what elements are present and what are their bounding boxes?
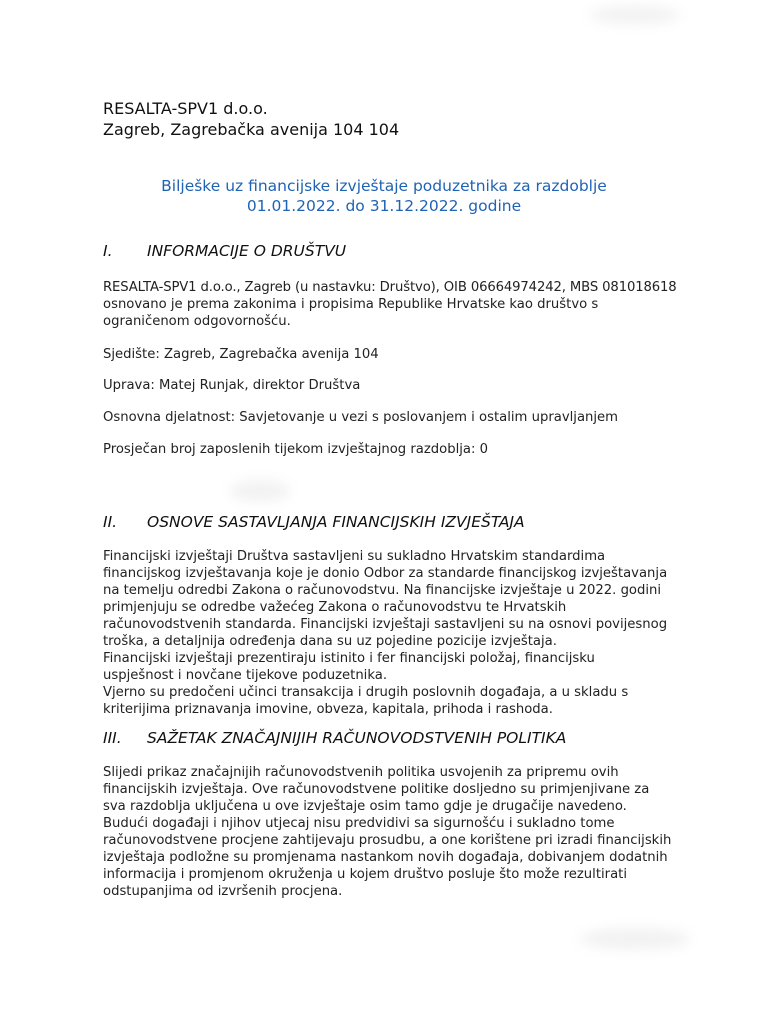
section-number: II.: [103, 513, 118, 531]
section-heading: [103, 242, 346, 260]
company-name: RESALTA-SPV1 d.o.o.: [103, 99, 268, 118]
paragraph-line: Financijski izvještaji prezentiraju istinito i fer financijski položaj, financijsku: [103, 651, 595, 666]
seat-line: Sjedište: Zagreb, Zagrebačka avenija 104: [103, 347, 379, 362]
paragraph-line: izvještaja podložne su promjenama nastankom novih događaja, dobivanjem dodatnih: [103, 850, 668, 865]
document-title-line: Bilješke uz financijske izvještaje poduzetnika za razdoblje: [161, 177, 607, 195]
paragraph-line: osnovano je prema zakonima i propisima Republike Hrvatske kao društvo s: [103, 297, 599, 312]
paragraph-line: financijskih izvještaja. Ove računovodstvene politike dosljedno su primjenjivane za: [103, 782, 650, 797]
document-title-line: 01.01.2022. do 31.12.2022. godine: [246, 197, 522, 215]
section-title: SAŽETAK ZNAČAJNIJIH RAČUNOVODSTVENIH POLITIKA: [147, 729, 567, 747]
section-title: OSNOVE SASTAVLJANJA FINANCIJSKIH IZVJEŠTAJA: [147, 513, 525, 531]
paragraph-line: na temelju odredbi Zakona o računovodstvu. Na financijske izvještaje u 2022. godini: [103, 583, 662, 598]
paragraph-line: Vjerno su predočeni učinci transakcija i drugih poslovnih događaja, a u skladu s: [103, 685, 629, 700]
paragraph-line: troška, a detaljnija određenja dana su uz pojedine pozicije izvještaja.: [103, 634, 557, 649]
employees-line: Prosječan broj zaposlenih tijekom izvještajnog razdoblja: 0: [103, 442, 489, 457]
section-number: III.: [103, 729, 122, 747]
paragraph-line: RESALTA-SPV1 d.o.o., Zagreb (u nastavku: Društvo), OIB 06664974242, MBS 081018618: [103, 280, 677, 295]
paragraph-line: kriterijima priznavanja imovine, obveza, kapitala, prihoda i rashoda.: [103, 702, 553, 717]
section-title: INFORMACIJE O DRUŠTVU: [147, 242, 347, 260]
section-heading: [103, 513, 525, 531]
company-address: Zagreb, Zagrebačka avenija 104 104: [103, 120, 400, 139]
paragraph-line: financijskog izvještavanja koje je donio Odbor za standarde financijskog izvještavanja: [103, 566, 668, 581]
paragraph-line: Slijedi prikaz značajnijih računovodstvenih politika usvojenih za pripremu ovih: [103, 765, 619, 780]
paragraph-line: primjenjuju se odredbe važećeg Zakona o računovodstvu te Hrvatskih: [103, 600, 567, 615]
scan-smudge: [580, 928, 690, 950]
scan-smudge: [230, 480, 290, 502]
paragraph-line: ograničenom odgovornošću.: [103, 314, 291, 329]
paragraph-line: odstupanjima od izvršenih procjena.: [103, 884, 343, 899]
company-info-paragraph: [103, 279, 677, 330]
basis-paragraph: [103, 548, 677, 718]
paragraph-line: uspješnost i novčane tijekove poduzetnika.: [103, 668, 388, 683]
paragraph-line: Financijski izvještaji Društva sastavljeni su sukladno Hrvatskim standardima: [103, 549, 606, 564]
policies-paragraph: [103, 764, 677, 900]
paragraph-line: računovodstvenih standarda. Financijski izvještaji sastavljeni su na osnovi povijesnog: [103, 617, 668, 632]
section-number: I.: [103, 242, 113, 260]
paragraph-line: računovodstvene procjene zahtijevaju prosudbu, a one korištene pri izradi financijskih: [103, 833, 672, 848]
scan-smudge: [590, 6, 680, 24]
paragraph-line: Budući događaji i njihov utjecaj nisu predvidivi sa sigurnošću i sukladno tome: [103, 816, 615, 831]
company-header: [103, 98, 399, 140]
paragraph-line: sva razdoblja uključena u ove izvještaje osim tamo gdje je drugačije navedeno.: [103, 799, 627, 814]
management-line: Uprava: Matej Runjak, direktor Društva: [103, 378, 361, 393]
section-heading: [103, 729, 566, 747]
activity-line: Osnovna djelatnost: Savjetovanje u vezi s poslovanjem i ostalim upravljanjem: [103, 410, 619, 425]
paragraph-line: informacija i promjenom okruženja u kojem društvo posluje što može rezultirati: [103, 867, 627, 882]
document-title: [0, 176, 768, 216]
